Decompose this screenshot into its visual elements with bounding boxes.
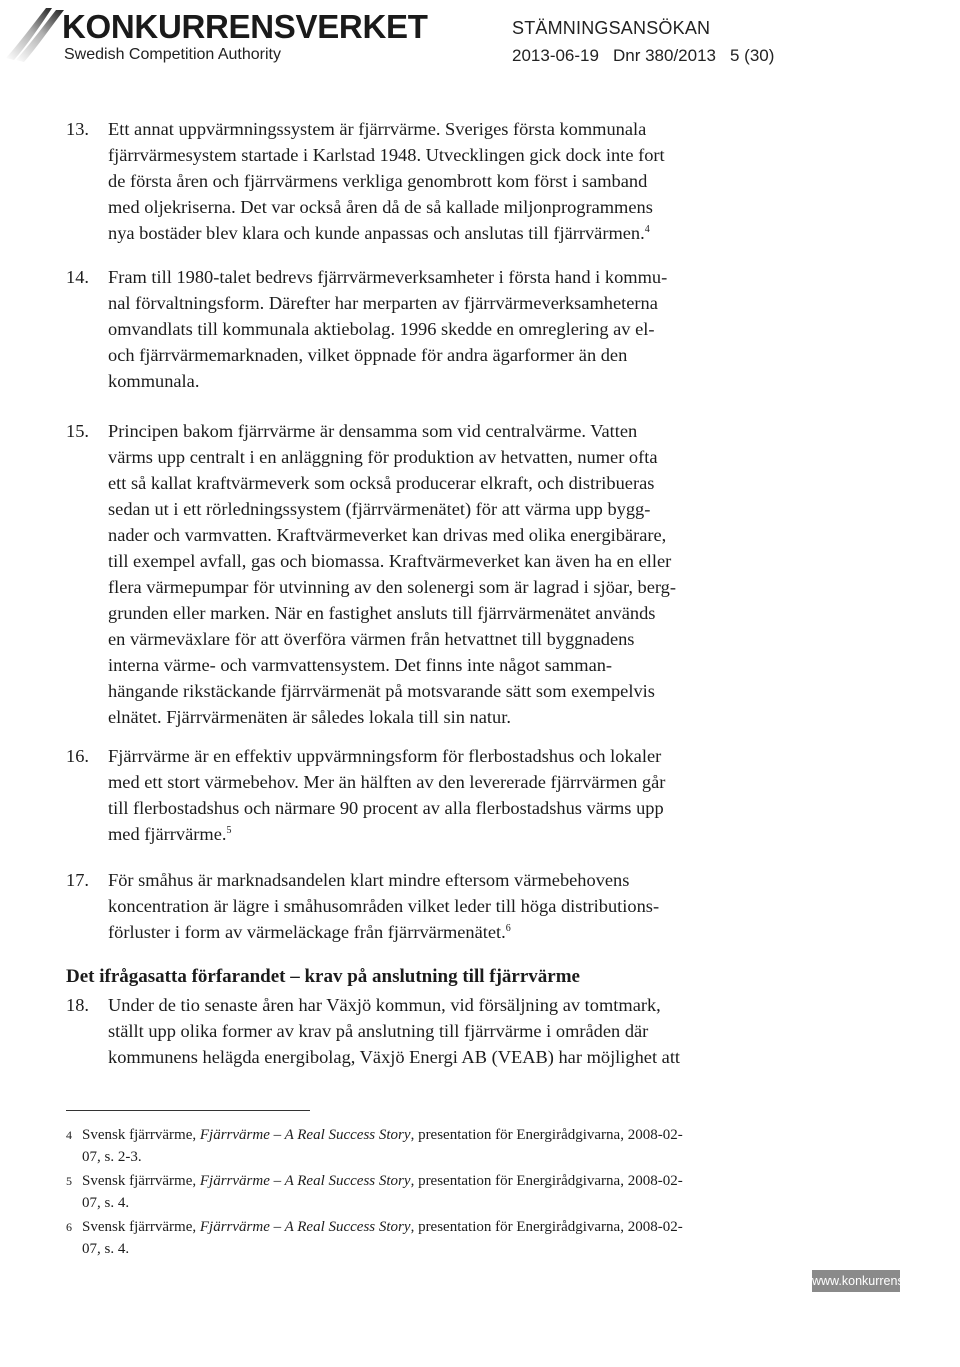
page-header [0,0,960,90]
document-meta [512,46,788,66]
footnote-5 [66,1170,756,1214]
paragraph-line: kommunala. [108,371,200,391]
paragraph-line: med ett stort värmebehov. Mer än hälften av den levererade fjärrvärmen går [108,772,666,792]
paragraph-line: sedan ut i ett rörledningssystem (fjärrvärmenätet) för att värma upp bygg- [108,499,651,519]
paragraph-line: en värmeväxlare för att överföra värmen från hetvattnet till byggnadens [108,629,635,649]
paragraph-line: Fjärrvärme är en effektiv uppvärmningsform för flerbostadshus och lokaler [108,746,662,766]
footnote-title: Fjärrvärme – A Real Success Story [199,1219,411,1235]
footnote-4 [66,1124,756,1168]
paragraph-number: 17. [66,870,89,890]
footnotes [66,1124,756,1262]
footnote-divider [66,1110,310,1111]
footnote-number: 4 [66,1128,72,1142]
paragraph-line: flera värmepumpar för utvinning av den solenergi som är lagrad i sjöar, berg- [108,577,676,597]
paragraph-17 [66,867,756,945]
paragraph-number: 13. [66,119,89,139]
footnote-number: 5 [66,1174,72,1188]
paragraph-line: Fram till 1980-talet bedrevs fjärrvärmeverksamheter i första hand i kommu- [108,267,668,287]
paragraph-line: ställt upp olika former av krav på anslutning till fjärrvärme i områden där [108,1021,649,1041]
footnote-ref[interactable]: 6 [505,922,511,934]
paragraph-line: grunden eller marken. När en fastighet ansluts till fjärrvärmenätet används [108,603,656,623]
paragraph-line: Principen bakom fjärrvärme är densamma som vid centralvärme. Vatten [108,421,638,441]
paragraph-line: de första åren och fjärrvärmens verkliga genombrott kom först i samband [108,171,648,191]
paragraph-line: hängande rikstäckande fjärrvärmenät på motsvarande sätt som exempelvis [108,681,655,701]
website-link[interactable]: www.konkurrensverket.se [812,1270,900,1292]
paragraph-line: fjärrvärmesystem startade i Karlstad 1948. Utvecklingen gick dock inte fort [108,145,665,165]
footnote-6 [66,1216,756,1260]
paragraph-13 [66,116,756,246]
paragraph-line: Ett annat uppvärmningssystem är fjärrvärme. Sveriges första kommunala [108,119,647,139]
page-number: 5 (30) [730,46,775,65]
footnote-text: 07, s. 4. [82,1241,130,1257]
footnote-text: 07, s. 4. [82,1195,130,1211]
paragraph-line: För småhus är marknadsandelen klart mindre eftersom värmebehovens [108,870,630,890]
paragraph-line: och fjärrvärmemarknaden, vilket öppnade för andra ägarformer än den [108,345,628,365]
document-dnr: Dnr 380/2013 [612,46,716,65]
paragraph-line: koncentration är lägre i småhusområden vilket leder till höga distributions- [108,896,660,916]
paragraph-line: nya bostäder blev klara och kunde anpassas och anslutas till fjärrvärmen. [108,223,645,243]
paragraph-line: ett så kallat kraftvärmeverk som också producerar elkraft, och distribueras [108,473,655,493]
footnote-title: Fjärrvärme – A Real Success Story [199,1127,411,1143]
section-heading: Det ifrågasatta förfarandet – krav på anslutning till fjärrvärme [66,966,580,987]
footnote-ref[interactable]: 4 [644,223,650,235]
document-type: STÄMNINGSANSÖKAN [512,18,711,38]
footnote-text: , presentation för Energirådgivarna, 2008-02- [410,1127,683,1143]
paragraph-line: till exempel avfall, gas och biomassa. Kraftvärmeverket kan även ha en eller [108,551,672,571]
org-name: KONKURRENSVERKET [62,8,428,45]
footnote-text: 07, s. 2-3. [82,1149,142,1165]
paragraph-line: kommunens helägda energibolag, Växjö Energi AB (VEAB) har möjlighet att [108,1047,681,1067]
paragraph-number: 18. [66,995,89,1015]
paragraph-line: omvandlats till kommunala aktiebolag. 1996 skedde en omreglering av el- [108,319,655,339]
footnote-text: Svensk fjärrvärme, [82,1173,200,1189]
paragraph-line: med fjärrvärme. [108,824,227,844]
paragraph-line: med oljekriserna. Det var också åren då de så kallade miljonprogrammens [108,197,653,217]
paragraph-14 [66,264,756,394]
footnote-title: Fjärrvärme – A Real Success Story [199,1173,411,1189]
paragraph-15 [66,418,756,730]
org-subtitle: Swedish Competition Authority [64,46,281,63]
paragraph-line: till flerbostadshus och närmare 90 procent av alla flerbostadshus värms upp [108,798,664,818]
footnote-text: Svensk fjärrvärme, [82,1127,200,1143]
footnote-text: , presentation för Energirådgivarna, 2008-02- [410,1173,683,1189]
paragraph-line: Under de tio senaste åren har Växjö kommun, vid försäljning av tomtmark, [108,995,661,1015]
footnote-ref[interactable]: 5 [226,824,232,836]
paragraph-18 [66,992,756,1070]
paragraph-number: 16. [66,746,89,766]
konkurrensverket-logo-icon [2,2,70,64]
footnote-text: Svensk fjärrvärme, [82,1219,200,1235]
footnote-text: , presentation för Energirådgivarna, 2008-02- [410,1219,683,1235]
paragraph-line: värms upp centralt i en anläggning för produktion av hetvatten, numer ofta [108,447,658,467]
paragraph-line: interna värme- och varmvattensystem. Det finns inte något samman- [108,655,613,675]
paragraph-line: elnätet. Fjärrvärmenäten är således lokala till sin natur. [108,707,511,727]
paragraph-line: nader och varmvatten. Kraftvärmeverket kan drivas med olika energibärare, [108,525,667,545]
document-date: 2013-06-19 [512,46,599,65]
paragraph-16 [66,743,756,847]
paragraph-line: nal förvaltningsform. Därefter har merparten av fjärrvärmeverksamheterna [108,293,658,313]
paragraph-line: förluster i form av värmeläckage från fjärrvärmenätet. [108,922,506,942]
paragraph-number: 14. [66,267,89,287]
footnote-number: 6 [66,1220,72,1234]
paragraph-number: 15. [66,421,89,441]
